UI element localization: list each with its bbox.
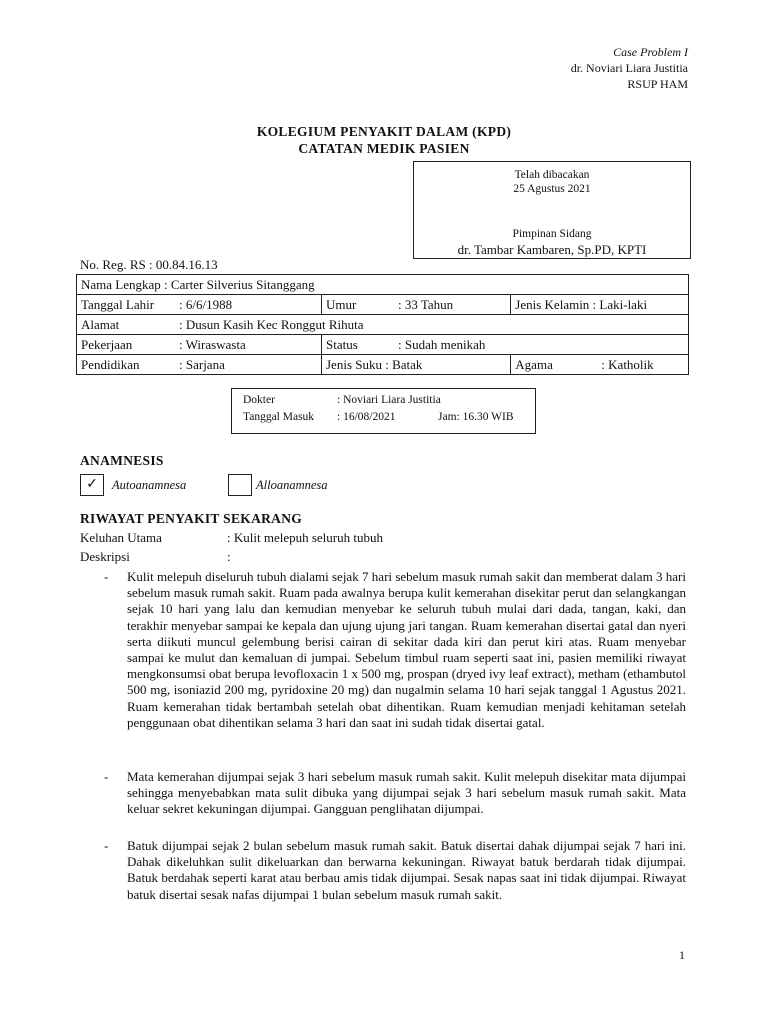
cell-alamat: [77, 315, 689, 335]
keluhan-label: Keluhan Utama: [80, 530, 162, 545]
document-header: [571, 44, 688, 92]
umur-label: Umur: [326, 296, 357, 312]
table-row: [77, 275, 689, 295]
bullet-dash: -: [104, 769, 109, 784]
cell-nama: [77, 275, 689, 295]
cell-pekerjaan: [77, 335, 322, 355]
autoanamnesa-label: Autoanamnesa: [112, 478, 187, 492]
alloanamnesa-label: Alloanamnesa: [256, 478, 328, 492]
patient-table: [76, 274, 689, 375]
list-item: Mata kemerahan dijumpai sejak 3 hari sebelum masuk rumah sakit. Kulit melepuh disekitar mata dijumpai sehingga menyebabkan mata sulit dibuka yang dijumpai sejak 3 hari sebelum masuk rumah sakit. Mata keluar sekret kekuningan dijumpai. Gangguan penglihatan dijumpai.: [127, 769, 686, 817]
agama-value: : Katholik: [601, 356, 654, 372]
pekerjaan-label: Pekerjaan: [81, 336, 133, 352]
cell-suku: Jenis Suku : Batak: [322, 355, 511, 375]
nama-value: : Carter Silverius Sitanggang: [164, 276, 315, 292]
header-doctor: dr. Noviari Liara Justitia: [570, 61, 688, 75]
table-row: [77, 315, 689, 335]
pendidikan-label: Pendidikan: [81, 356, 140, 372]
autoanamnesa-checkbox[interactable]: [80, 474, 104, 496]
title-catatan: CATATAN MEDIK PASIEN: [298, 141, 470, 156]
dokter-value: : Noviari Liara Justitia: [337, 394, 441, 406]
table-row: [77, 295, 689, 315]
alamat-label: Alamat: [81, 316, 120, 332]
deskripsi-value: :: [227, 549, 231, 564]
dokter-label: Dokter: [243, 394, 275, 406]
pendidikan-value: : Sarjana: [179, 356, 225, 372]
bullet-dash: -: [104, 569, 109, 584]
cell-pendidikan: [77, 355, 322, 375]
title-kolegium: KOLEGIUM PENYAKIT DALAM (KPD): [256, 124, 512, 139]
jam-masuk: Jam: 16.30 WIB: [438, 411, 514, 423]
agama-label: Agama: [515, 356, 553, 372]
bullet-dash: -: [104, 838, 109, 853]
chair-name: dr. Tambar Kambaren, Sp.PD, KPTI: [457, 242, 647, 257]
cell-jk: Jenis Kelamin : Laki-laki: [511, 295, 689, 315]
nama-label: Nama Lengkap: [81, 276, 161, 292]
status-label: Status: [326, 336, 358, 352]
cell-tgl: [77, 295, 322, 315]
cell-umur: [322, 295, 511, 315]
doctor-box: [231, 388, 536, 434]
table-row: [77, 355, 689, 375]
status-value: : Sudah menikah: [398, 336, 486, 352]
tanggal-masuk-value: : 16/08/2021: [337, 411, 396, 423]
read-label: Telah dibacakan: [514, 169, 590, 181]
keluhan-value: : Kulit melepuh seluruh tubuh: [227, 530, 383, 545]
umur-value: : 33 Tahun: [398, 296, 454, 312]
deskripsi-label: Deskripsi: [80, 549, 130, 564]
list-item: Batuk dijumpai sejak 2 bulan sebelum masuk rumah sakit. Batuk disertai dahak dijumpai sejak 7 hari ini. Dahak dikeluhkan sulit dikeluarkan dan berwarna kekuningan. Riwayat batuk berdarah tidak dijumpai. Batuk berdahak seperti karat atau berbau amis tidak dijumpai. Sesak napas saat ini tidak dijumpai. Riwayat batuk disertai sesak nafas dijumpai 1 bulan sebelum masuk rumah sakit.: [127, 838, 686, 902]
cell-agama: [511, 355, 689, 375]
list-item: Kulit melepuh diseluruh tubuh dialami sejak 7 hari sebelum masuk rumah sakit dan memberat dalam 3 hari sebelum masuk rumah sakit. Ruam pada awalnya berupa kulit kemerahan disekitar perut dan selangkangan sejak 10 hari yang lalu dan kemudian menyebar ke seluruh tubuh mulai dari dada, tangan, kaki, dan terakhir menyebar sampai ke kepala dan ujung ujung jari tangan. Ruam kemerahan disertai gatal dan nyeri serta diikuti muncul gelembung berisi cairan di sekitar dada kiri dan perut kiri atas. Ruam menyebar sampai ke mulut dan kemaluan di jumpai. Sebelum timbul ruam seperti saat ini, pasien memiliki riwayat mengkonsumsi obat berupa levofloxacin 1 x 500 mg, prospan (dryed ivy leaf extract), metham (ethambutol 500 mg, isoniazid 200 mg, pyridoxine 20 mg) dan nugalmin selama 10 hari sejak tanggal 1 Agustus 2021. Ruam kemerahan tidak bertambah setelah obat dihentikan. Ruam kemudian menjadi kehitaman setelah penggunaan obat dihentikan selama 3 hari dan saat ini sudah tidak disertai gatal.: [127, 569, 686, 730]
read-box: [413, 161, 691, 259]
page-number: 1: [679, 948, 685, 962]
alloanamnesa-checkbox[interactable]: [228, 474, 252, 496]
read-date: 25 Agustus 2021: [513, 183, 591, 195]
pekerjaan-value: : Wiraswasta: [179, 336, 246, 352]
case-label: Case Problem I: [613, 45, 688, 59]
tgl-value: : 6/6/1988: [179, 296, 233, 312]
tgl-label: Tanggal Lahir: [81, 296, 155, 312]
alamat-value: : Dusun Kasih Kec Ronggut Rihuta: [179, 316, 364, 332]
table-row: [77, 335, 689, 355]
anamnesis-title: ANAMNESIS: [80, 453, 164, 468]
registration-number: No. Reg. RS : 00.84.16.13: [80, 257, 218, 272]
riwayat-title: RIWAYAT PENYAKIT SEKARANG: [80, 511, 303, 526]
cell-status: [322, 335, 689, 355]
header-hospital: RSUP HAM: [627, 77, 688, 91]
check-icon: ✓: [86, 477, 98, 492]
chair-label: Pimpinan Sidang: [512, 228, 592, 240]
tanggal-masuk-label: Tanggal Masuk: [243, 411, 315, 423]
